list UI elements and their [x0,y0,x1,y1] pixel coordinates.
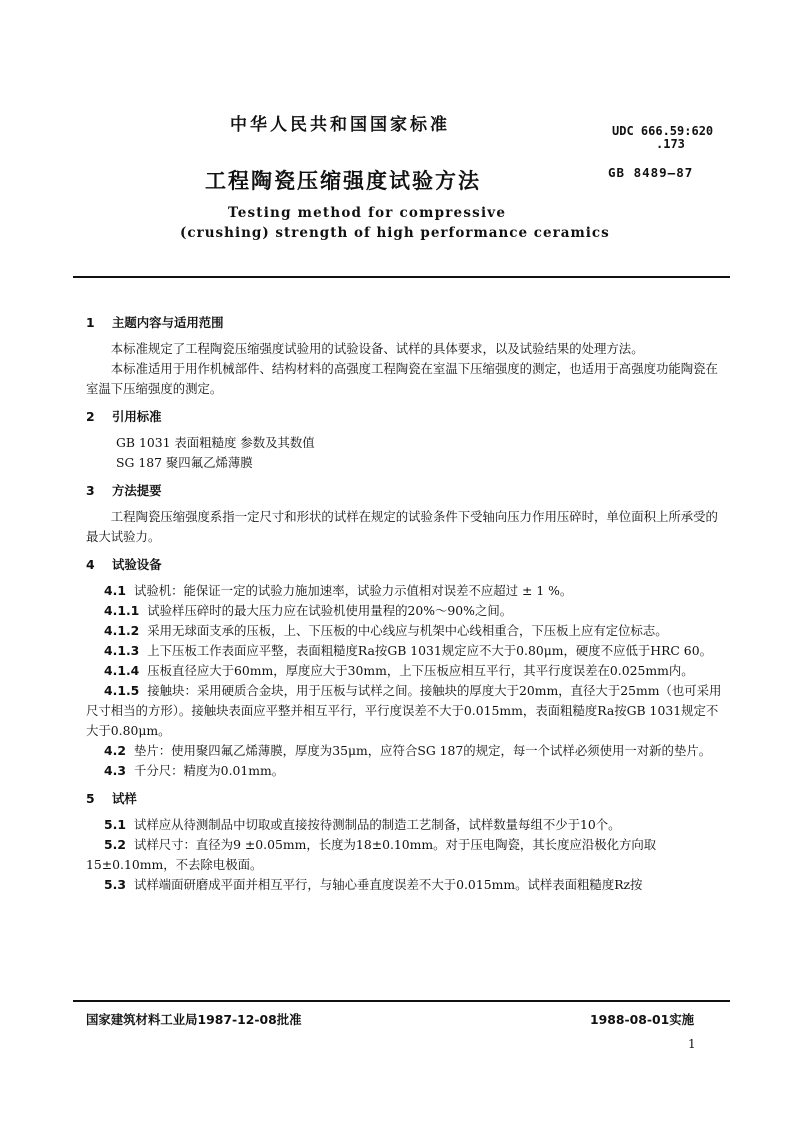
clause-text: 试样尺寸：直径为9 ±0.05mm，长度为18±0.10mm。对于压电陶瓷，其长度应沿极化方向取15±0.10mm，不去除电极面。 [86,837,657,872]
document-title-en-line2: (crushing) strength of high performance ceramics [180,225,610,241]
clause-text: 试验样压碎时的最大压力应在试验机使用量程的20%～90%之间。 [147,603,513,618]
section-title: 试验设备 [112,557,162,572]
clause-text: 压板直径应大于60mm，厚度应大于30mm，上下压板应相互平行，其平行度误差在0.025mm内。 [147,663,694,678]
udc-line-1: UDC 666.59:620 [612,124,714,138]
section-number: 4 [86,557,95,572]
clause-text: 试样端面研磨成平面并相互平行，与轴心垂直度误差不大于0.015mm。试样表面粗糙度Rz按 [133,877,643,892]
clause-4-1-4 [86,661,728,681]
reference-item: GB 1031 表面粗糙度 参数及其数值 [116,435,315,450]
section-title: 试样 [112,791,137,806]
clause-4-1-5 [86,681,728,741]
header-divider [73,276,730,278]
udc-code [612,125,713,151]
clause-text: 接触块：采用硬质合金块，用于压板与试样之间。接触块的厚度大于20mm，直径大于25mm（也可采用尺寸相当的方形）。接触块表面应平整并相互平行，平行度误差不大于0.015mm，表面粗糙度Ra按GB 1031规定不大于0.80μm。 [86,683,722,738]
section-heading-1 [86,313,728,333]
paragraph: 工程陶瓷压缩强度系指一定尺寸和形状的试样在规定的试验条件下受轴向压力作用压碎时，单位面积上所承受的最大试验力。 [86,509,718,544]
document-title-cn: 工程陶瓷压缩强度试验方法 [205,169,481,193]
paragraph: 本标准规定了工程陶瓷压缩强度试验用的试验设备、试样的具体要求，以及试验结果的处理方法。 [110,341,644,356]
clause-number: 4.3 [104,763,126,778]
document-body [86,305,728,895]
page-number: 1 [688,1037,696,1051]
clause-4-1-2 [86,621,728,641]
clause-number: 4.1.5 [104,683,140,698]
standard-body-title: 中华人民共和国国家标准 [230,115,450,135]
footer-divider [73,1000,730,1002]
section-heading-4 [86,555,728,575]
clause-text: 千分尺：精度为0.01mm。 [133,763,285,778]
clause-5-2 [86,835,728,875]
effective-date: 1988-08-01实施 [590,1012,695,1027]
clause-number: 4.1.3 [104,643,140,658]
clause-number: 5.3 [104,877,126,892]
section-heading-2 [86,407,728,427]
clause-text: 试样应从待测制品中切取或直接按待测制品的制造工艺制备，试样数量每组不少于10个。 [133,817,621,832]
clause-5-1 [86,815,728,835]
udc-line-2: .173 [656,137,685,151]
clause-4-1-3 [86,641,728,661]
clause-4-3 [86,761,728,781]
clause-4-2 [86,741,728,761]
clause-5-3 [86,875,728,895]
section-heading-3 [86,481,728,501]
clause-text: 试验机：能保证一定的试验力施加速率，试验力示值相对误差不应超过 ± 1 %。 [133,583,573,598]
clause-number: 4.1.2 [104,623,140,638]
section-title: 主题内容与适用范围 [112,315,224,330]
section-title: 引用标准 [112,409,162,424]
clause-number: 4.2 [104,743,126,758]
document-title-en-line1: Testing method for compressive [228,205,507,221]
clause-text: 垫片：使用聚四氟乙烯薄膜，厚度为35μm，应符合SG 187的规定，每一个试样必须使用一对新的垫片。 [133,743,712,758]
clause-number: 5.2 [104,837,126,852]
gb-number: GB 8489—87 [608,165,694,180]
clause-number: 4.1.1 [104,603,140,618]
section-number: 3 [86,483,95,498]
clause-number: 5.1 [104,817,126,832]
paragraph: 本标准适用于用作机械部件、结构材料的高强度工程陶瓷在室温下压缩强度的测定，也适用于高强度功能陶瓷在室温下压缩强度的测定。 [86,361,718,396]
clause-text: 采用无球面支承的压板，上、下压板的中心线应与机架中心线相重合，下压板上应有定位标志。 [147,623,668,638]
section-number: 1 [86,315,95,330]
section-number: 2 [86,409,95,424]
clause-number: 4.1 [104,583,126,598]
clause-number: 4.1.4 [104,663,140,678]
reference-item: SG 187 聚四氟乙烯薄膜 [116,455,253,470]
section-heading-5 [86,789,728,809]
clause-4-1-1 [86,601,728,621]
clause-text: 上下压板工作表面应平整，表面粗糙度Ra按GB 1031规定应不大于0.80μm，硬度不应低于HRC 60。 [147,643,712,658]
approval-date: 国家建筑材料工业局1987-12-08批准 [86,1012,302,1027]
section-number: 5 [86,791,95,806]
clause-4-1 [86,581,728,601]
section-title: 方法提要 [112,483,162,498]
